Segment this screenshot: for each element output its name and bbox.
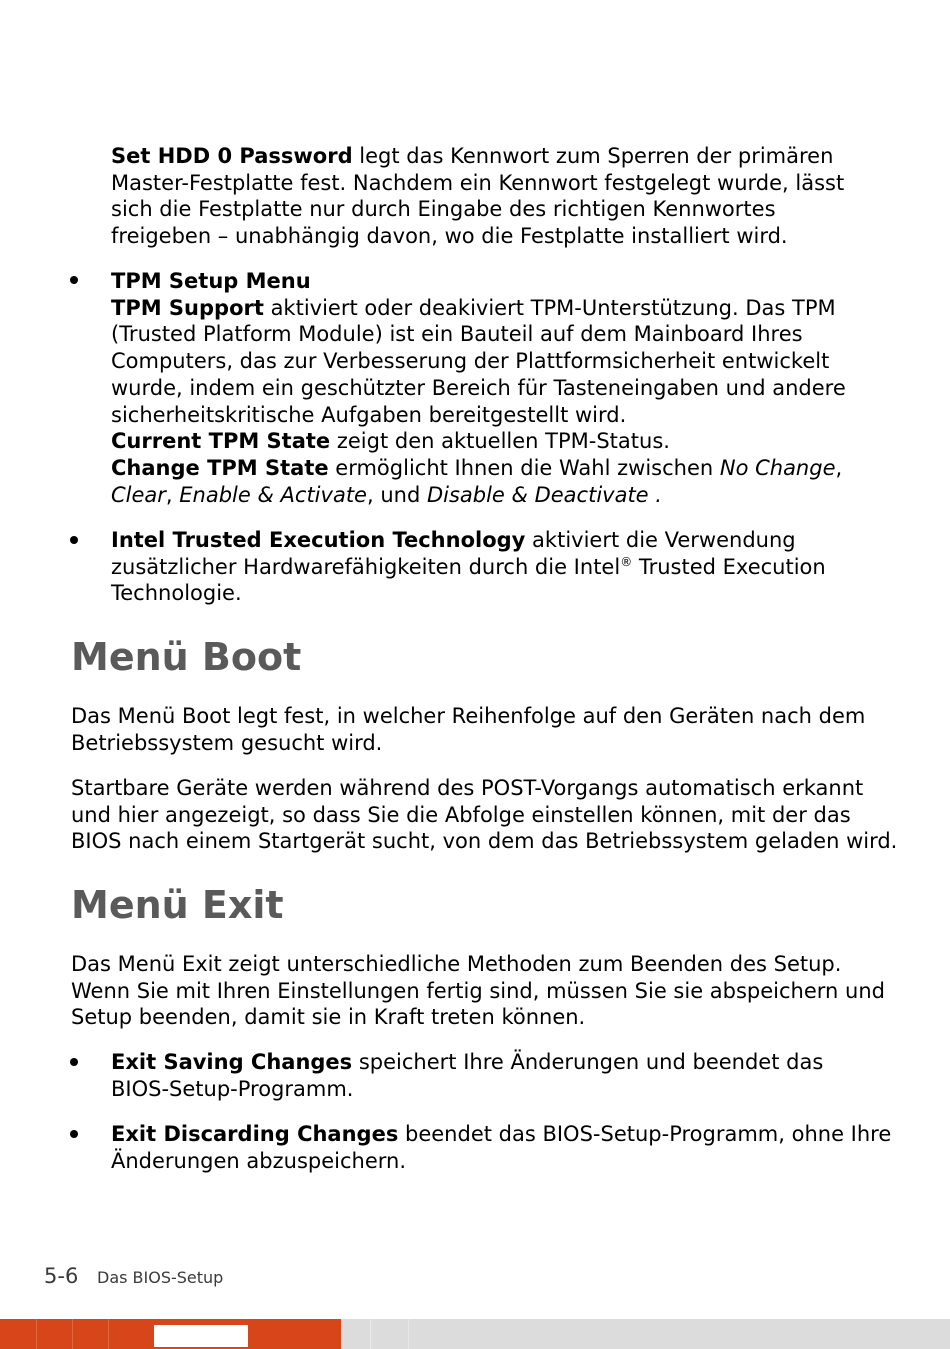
boot-text-line: Betriebssystem gesucht wird.: [71, 730, 383, 755]
hdd-text-line: freigeben – unabhängig davon, wo die Festplatte installiert wird.: [111, 224, 788, 249]
option-disable-deactivate: Disable & Deactivate .: [426, 482, 662, 507]
tpm-heading: TPM Setup Menu: [111, 269, 311, 293]
boot-text-line: Das Menü Boot legt fest, in welcher Reihenfolge auf den Geräten nach dem: [71, 704, 866, 728]
tpm-text-line: sicherheitskritische Aufgaben bereitgestellt wird.: [111, 402, 627, 427]
change-tpm-state-term: Change TPM State: [111, 455, 329, 480]
boot-text-line: Startbare Geräte werden während des POST-Vorgangs automatisch erkannt: [71, 776, 864, 800]
exit-saving-text-line: speichert Ihre Änderungen und beendet das: [352, 1050, 824, 1074]
exit-text-line: Das Menü Exit zeigt unterschiedliche Methoden zum Beenden des Setup.: [71, 952, 842, 976]
current-tpm-state-term: Current TPM State: [111, 429, 331, 454]
exit-discarding-text-line: Änderungen abzuspeichern.: [111, 1148, 406, 1173]
hdd-text-line: legt das Kennwort zum Sperren der primären: [352, 144, 834, 168]
boot-text-line: BIOS nach einem Startgerät sucht, von dem das Betriebssystem geladen wird.: [71, 829, 898, 854]
intel-txt-term: Intel Trusted Execution Technology: [111, 528, 526, 552]
intel-txt-text-line: zusätzlicher Hardwarefähigkeiten durch die Intel: [111, 554, 621, 579]
intel-txt-text-line: Trusted Execution: [632, 554, 826, 579]
separator: ,: [835, 455, 843, 480]
registered-mark: ®: [620, 554, 633, 569]
tpm-setup-item: [111, 268, 846, 508]
exit-text-line: Setup beenden, damit sie in Kraft treten können.: [71, 1005, 586, 1030]
bullet-icon: [70, 276, 78, 284]
footer-divider: [72, 1319, 73, 1349]
footer-divider: [108, 1319, 109, 1349]
boot-paragraph-2: [71, 775, 897, 855]
current-tpm-state-text: zeigt den aktuellen TPM-Status.: [330, 429, 670, 454]
tpm-text-line: (Trusted Platform Module) ist ein Bauteil auf dem Mainboard Ihres: [111, 322, 803, 347]
exit-paragraph: [71, 951, 885, 1031]
bullet-icon: [70, 1058, 78, 1066]
separator: , und: [366, 482, 427, 507]
intel-txt-text-line: aktiviert die Verwendung: [525, 528, 796, 552]
boot-text-line: und hier angezeigt, so dass Sie die Abfolge einstellen können, mit der das: [71, 802, 851, 827]
footer-bar-highlight: [154, 1325, 248, 1347]
exit-menu-heading: Menü Exit: [71, 883, 284, 927]
option-no-change: No Change: [719, 455, 836, 480]
boot-menu-heading: Menü Boot: [71, 635, 302, 679]
tpm-text-line: Computers, das zur Verbesserung der Plattformsicherheit entwickelt: [111, 349, 830, 374]
tpm-support-term: TPM Support: [111, 295, 264, 320]
bullet-icon: [70, 1130, 78, 1138]
hdd-text-line: Master-Festplatte fest. Nachdem ein Kennwort festgelegt wurde, lässt: [111, 170, 845, 195]
footer-section-title: Das BIOS-Setup: [97, 1268, 224, 1287]
tpm-text-line: wurde, indem ein geschützter Bereich für Tasteneingaben und andere: [111, 375, 846, 400]
footer-divider: [36, 1319, 37, 1349]
exit-discarding-text-line: beendet das BIOS-Setup-Programm, ohne Ihre: [398, 1122, 892, 1146]
tpm-text-line: aktiviert oder deakiviert TPM-Unterstützung. Das TPM: [263, 295, 836, 320]
exit-saving-item: [111, 1049, 823, 1102]
hdd-password-paragraph: [111, 143, 844, 250]
option-enable-activate: Enable & Activate: [179, 482, 367, 507]
option-clear: Clear: [111, 482, 166, 507]
change-tpm-state-text: ermöglicht Ihnen die Wahl zwischen: [328, 455, 720, 480]
exit-text-line: Wenn Sie mit Ihren Einstellungen fertig sind, müssen Sie sie abspeichern und: [71, 978, 885, 1003]
intel-txt-item: [111, 527, 826, 607]
exit-saving-term: Exit Saving Changes: [111, 1050, 353, 1074]
hdd-password-term: Set HDD 0 Password: [111, 144, 353, 168]
footer-divider: [408, 1319, 409, 1349]
intel-txt-text-line: Technologie.: [111, 581, 242, 606]
footer-divider: [370, 1319, 371, 1349]
footer-grey-bar: [341, 1319, 950, 1349]
hdd-text-line: sich die Festplatte nur durch Eingabe des richtigen Kennwortes: [111, 197, 776, 222]
exit-saving-text-line: BIOS-Setup-Programm.: [111, 1076, 354, 1101]
boot-paragraph-1: [71, 703, 865, 756]
exit-discarding-term: Exit Discarding Changes: [111, 1122, 399, 1146]
exit-discarding-item: [111, 1121, 891, 1174]
bullet-icon: [70, 536, 78, 544]
page-number: 5-6: [44, 1264, 79, 1288]
separator: ,: [165, 482, 180, 507]
